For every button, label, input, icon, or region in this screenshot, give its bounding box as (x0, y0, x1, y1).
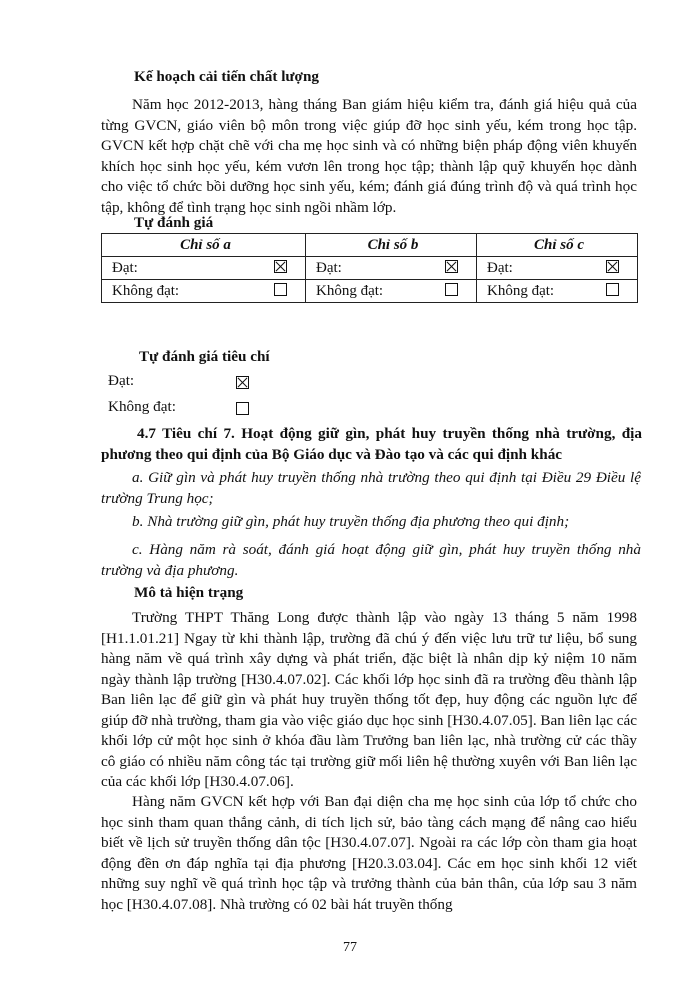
pass-checkbox-b[interactable] (445, 260, 458, 273)
criterion7-title: 4.7 Tiêu chí 7. Hoạt động giữ gìn, phát huy truyền thống nhà trường, địa phương theo qui định của Bộ Giáo dục và Đào tạo và các qui định khác (101, 425, 642, 463)
pass-label: Đạt: (487, 259, 513, 276)
index-b-header: Chỉ số b (306, 234, 477, 257)
pass-cell-a (102, 257, 306, 280)
status-paragraph-2: Hàng năm GVCN kết hợp với Ban đại diện cha mẹ học sinh của lớp tổ chức cho học sinh tham quan thắng cảnh, di tích lịch sử, bảo tàng cách mạng để nâng cao hiểu biết về lịch sử truyền thống dân tộc [H30.4.07.07]. Ngoài ra các lớp còn tham gia hoạt động đền ơn đáp nghĩa tại địa phương [H20.3.03.04]. Các em học sinh khối 12 viết những suy nghĩ về quá trình học tập và trưởng thành của bản thân, của lớp sau 3 năm học [H30.4.07.08]. Nhà trường có 02 bài hát truyền thống (101, 793, 637, 913)
pass-checkbox-a[interactable] (274, 260, 287, 273)
criterion-eval-heading: Tự đánh giá tiêu chí (139, 348, 270, 365)
improvement-paragraph: Năm học 2012-2013, hàng tháng Ban giám hiệu kiểm tra, đánh giá hiệu quả của từng GVCN, giáo viên bộ môn trong việc giúp đỡ học sinh yếu, kém trong học tập. GVCN kết hợp chặt chẽ với cha mẹ học sinh và có những biện pháp động viên khuyến khích học sinh học yếu, kém vươn lên trong học tập; thành lập quỹ khuyến học dành cho việc tổ chức bồi dưỡng học sinh yếu, kém; đánh giá đúng trình độ và quá trình học tập, không để tình trạng học sinh ngồi nhầm lớp. (101, 96, 637, 216)
fail-cell-a (102, 280, 306, 303)
criterion-pass-checkbox[interactable] (236, 376, 249, 389)
improvement-heading: Kế hoạch cải tiến chất lượng (134, 68, 320, 85)
pass-label: Đạt: (316, 259, 342, 276)
pass-row (102, 257, 638, 280)
fail-checkbox-a[interactable] (274, 283, 287, 296)
fail-row (102, 280, 638, 303)
pass-checkbox-c[interactable] (606, 260, 619, 273)
self-eval-table (101, 233, 638, 303)
fail-checkbox-b[interactable] (445, 283, 458, 296)
criterion-pass-row (108, 372, 134, 390)
criterion-fail-row (108, 398, 176, 416)
criterion-pass-label: Đạt: (108, 372, 135, 389)
fail-checkbox-c[interactable] (606, 283, 619, 296)
criterion-fail-label: Không đạt: (108, 398, 176, 415)
criterion-fail-checkbox[interactable] (236, 402, 249, 415)
index-c-header: Chỉ số c (477, 234, 638, 257)
fail-label: Không đạt: (487, 282, 555, 299)
criterion7-item-b: b. Nhà trường giữ gìn, phát huy truyền thống địa phương theo qui định; (132, 513, 570, 530)
fail-cell-c (477, 280, 638, 303)
page-number: 77 (343, 940, 357, 955)
index-a-header: Chỉ số a (102, 234, 306, 257)
criterion7-item-c: c. Hàng năm rà soát, đánh giá hoạt động giữ gìn, phát huy truyền thống nhà trường và địa phương. (101, 541, 641, 579)
self-eval-heading: Tự đánh giá (134, 214, 214, 231)
status-paragraph-1: Trường THPT Thăng Long được thành lập vào ngày 13 tháng 5 năm 1998 [H1.1.01.21] Ngay từ khi thành lập, trường đã chú ý đến việc lưu trữ tư liệu, bổ sung hàng năm về quá trình xây dựng và phát triển, đặc biệt là nhân dịp kỷ niệm 10 năm ngày thành lập trường [H30.4.07.02]. Các khối lớp học sinh đã ra trường đều thành lập Ban liên lạc để giữ gìn và phát huy truyền thống tốt đẹp, huy động các nguồn lực để giúp đỡ nhà trường, tham gia vào việc giáo dục học sinh [H30.4.07.05]. Ban liên lạc các khối lớp cử một học sinh ở khóa đầu làm Trưởng ban liên lạc, nhà trường cử các thầy cô giáo có nhiều năm công tác tại trường giữ mối liên hệ thường xuyên với Ban liên lạc của các khối lớp [H30.4.07.06]. (101, 609, 637, 790)
criterion7-item-a: a. Giữ gìn và phát huy truyền thống nhà trường theo qui định tại Điều 29 Điều lệ trường Trung học; (101, 469, 641, 507)
pass-label: Đạt: (112, 259, 138, 276)
fail-label: Không đạt: (316, 282, 384, 299)
fail-label: Không đạt: (112, 282, 180, 299)
pass-cell-b (306, 257, 477, 280)
fail-cell-b (306, 280, 477, 303)
self-eval-header-row (102, 234, 638, 257)
status-heading: Mô tả hiện trạng (134, 584, 244, 601)
pass-cell-c (477, 257, 638, 280)
